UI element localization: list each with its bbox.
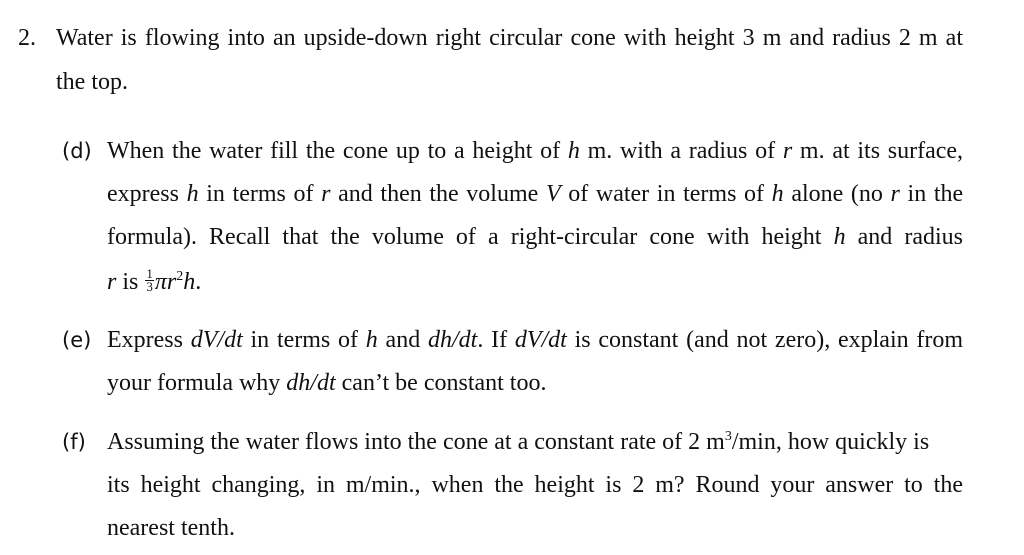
part-e-label: (e) bbox=[62, 328, 92, 352]
part-d-line-3: formula). Recall that the volume of a right-circular cone with height h and radius bbox=[107, 224, 964, 250]
part-d-line-1: When the water fill the cone up to a height of h m. with a radius of r m. at its surface, bbox=[107, 138, 964, 164]
part-f-line-3: nearest tenth. bbox=[107, 515, 235, 541]
part-f-label: (f) bbox=[62, 430, 86, 454]
part-d-line-2: express h in terms of r and then the volume V of water in terms of h alone (no r in the bbox=[107, 181, 964, 207]
part-f-line-2: its height changing, in m/min., when the height is 2 m? Round your answer to the bbox=[107, 472, 963, 498]
problem-text-line-1: Water is flowing into an upside-down right circular cone with height 3 m and radius 2 m at bbox=[56, 25, 963, 51]
part-e-line-1: Express dV/dt in terms of h and dh/dt. If dV/dt is constant (and not zero), explain from bbox=[107, 327, 964, 353]
problem-text-line-2: the top. bbox=[56, 69, 128, 95]
part-d-line-4: r is $\frac{1}{3}$ $\pi r^2h$. bbox=[107, 265, 202, 295]
part-d-label: (d) bbox=[62, 139, 92, 163]
part-f-line-1: Assuming the water flows into the cone at a constant rate of 2 $m^3/\min$, how quickly is bbox=[107, 429, 930, 455]
part-e-line-2: your formula why dh/dt can’t be constant too. bbox=[107, 370, 547, 396]
problem-number: 2. bbox=[18, 25, 36, 51]
one-third-fraction: $\frac{1}{3}$ bbox=[146, 265, 153, 294]
